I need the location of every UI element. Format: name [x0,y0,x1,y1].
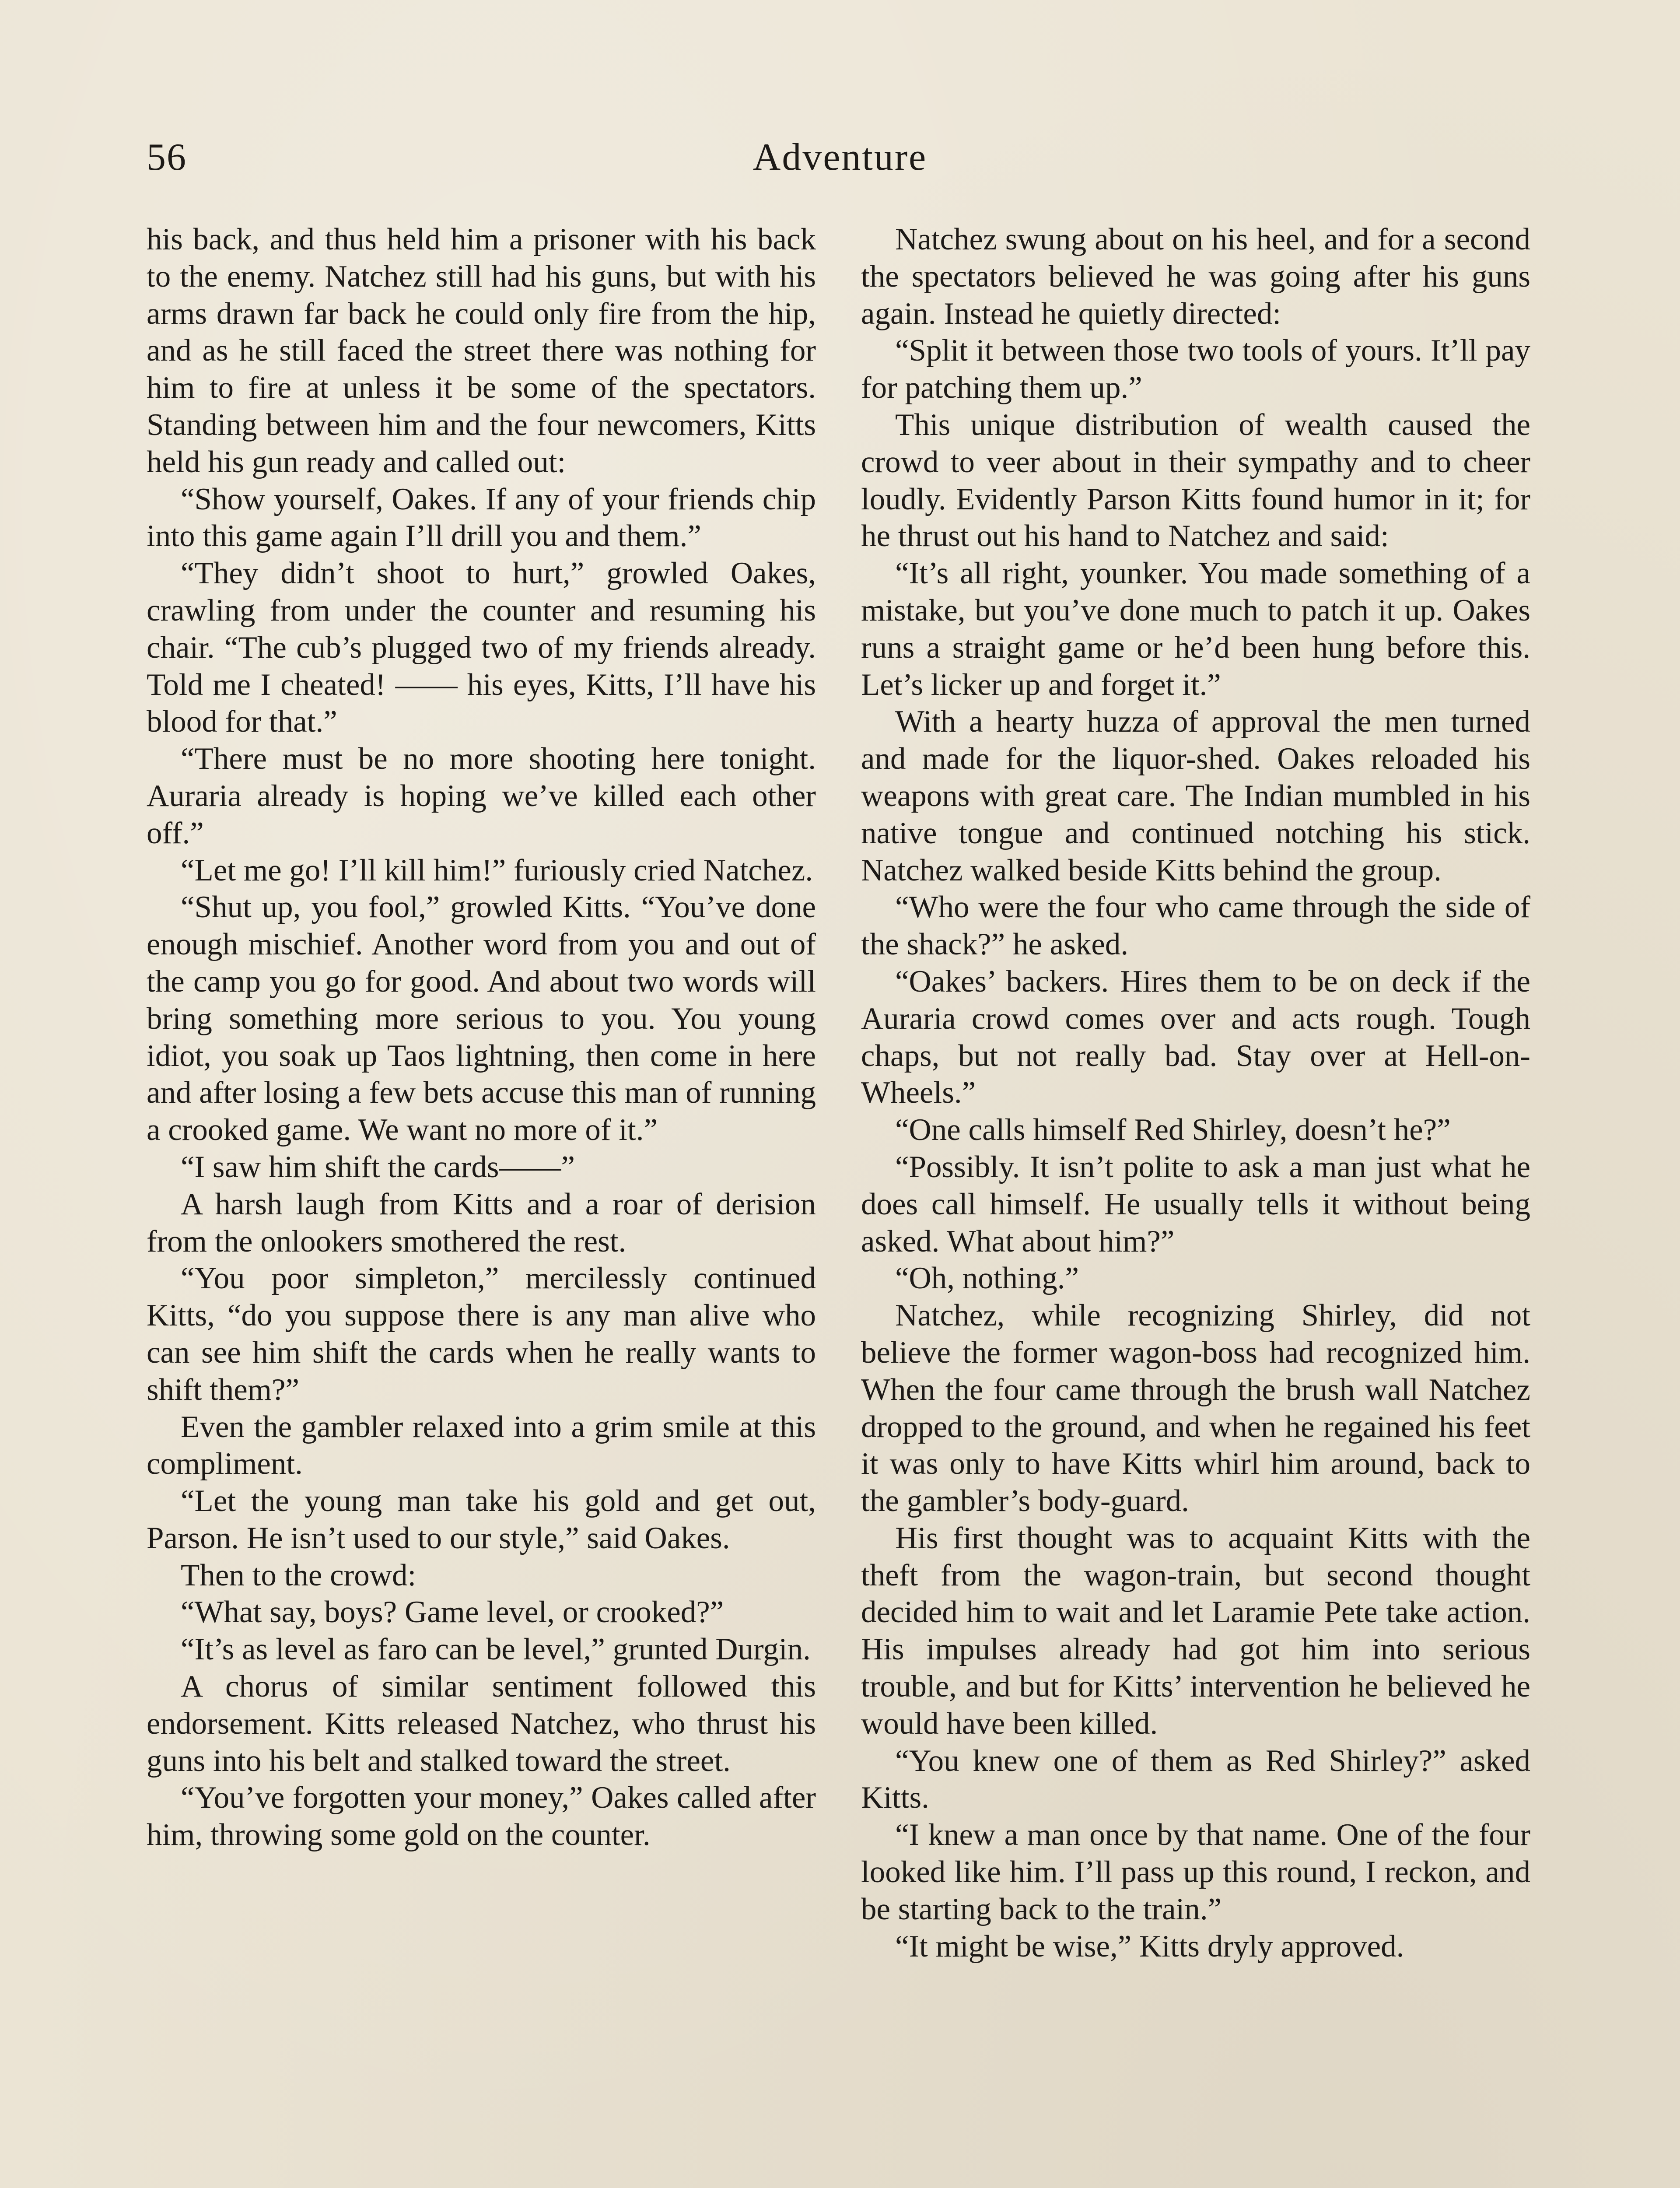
paragraph: “I knew a man once by that name. One of the four looked like him. I’ll pass up this round, I reckon, and be starting back to the train.” [861,1818,1530,1926]
paragraph: “You’ve forgotten your money,” Oakes called after him, throwing some gold on the counter. [147,1781,816,1852]
paragraph: “Oh, nothing.” [895,1261,1079,1296]
page-number: 56 [147,136,187,179]
paragraph: “What say, boys? Game level, or crooked?” [181,1595,724,1630]
paragraph: Then to the crowd: [181,1558,416,1592]
paragraph: “Let me go! I’ll kill him!” furiously cried Natchez. [181,853,813,887]
page-header [147,127,1533,188]
paragraph: This unique distribution of wealth caused the crowd to veer about in their sympathy and to cheer loudly. Evidently Parson Kitts found humor in it; for he thrust out his hand to Natchez and said: [861,407,1530,554]
paragraph: “It’s all right, younker. You made something of a mistake, but you’ve done much to patch it up. Oakes runs a straight game or he’d been hung before this. Let’s licker up and forget it.” [861,556,1530,702]
paragraph: With a hearty huzza of approval the men turned and made for the liquor-shed. Oakes reloaded his weapons with great care. The Indian mumbled in his native tongue and continued notching his stick. Natchez walked beside Kitts behind the group. [861,705,1530,887]
paragraph: Natchez, while recognizing Shirley, did not believe the former wagon-boss had recognized him. When the four came through the brush wall Natchez dropped to the ground, and when he regained his feet it was only to have Kitts whirl him around, back to the gambler’s body-guard. [861,1298,1530,1518]
paragraph: “Let the young man take his gold and get out, Parson. He isn’t used to our style,” said Oakes. [147,1484,816,1555]
paragraph: A harsh laugh from Kitts and a roar of derision from the onlookers smothered the rest. [147,1187,816,1259]
paragraph: “You poor simpleton,” mercilessly continued Kitts, “do you suppose there is any man alive who can see him shift the cards when he really wants to shift them?” [147,1261,816,1407]
paragraph: “Oakes’ backers. Hires them to be on deck if the Auraria crowd comes over and acts rough. Tough chaps, but not really bad. Stay over at Hell-on-Wheels.” [861,964,1530,1110]
paragraph: his back, and thus held him a prisoner with his back to the enemy. Natchez still had his guns, but with his arms drawn far back he could only fire from the hip, and as he still faced the street there was nothing for him to fire at unless it be some of the spectators. Standing between him and the four newcomers, Kitts held his gun ready and called out: [147,222,816,479]
running-head: Adventure [752,136,928,179]
paragraph: “One calls himself Red Shirley, doesn’t he?” [895,1113,1451,1147]
paragraph: “Possibly. It isn’t polite to ask a man just what he does call himself. He usually tells it without being asked. What about him?” [861,1150,1530,1259]
paragraph: “You knew one of them as Red Shirley?” asked Kitts. [861,1743,1530,1815]
paragraph: “There must be no more shooting here tonight. Auraria already is hoping we’ve killed each other off.” [147,742,816,850]
paragraph: “I saw him shift the cards——” [181,1150,575,1184]
paragraph: “Split it between those two tools of yours. It’ll pay for patching them up.” [861,333,1530,405]
right-column [861,221,1530,1965]
paragraph: “It’s as level as faro can be level,” grunted Durgin. [181,1632,811,1667]
paragraph: His first thought was to acquaint Kitts with the theft from the wagon-train, but second thought decided him to wait and let Laramie Pete take action. His impulses already had got him into serious trouble, and but for Kitts’ intervention he believed he would have been killed. [861,1521,1530,1741]
paragraph: “It might be wise,” Kitts dryly approved. [895,1929,1404,1964]
left-column [147,221,816,1854]
paragraph: “Who were the four who came through the side of the shack?” he asked. [861,890,1530,962]
paragraph: Even the gambler relaxed into a grim smile at this compliment. [147,1410,816,1481]
paragraph: Natchez swung about on his heel, and for a second the spectators believed he was going after his guns again. Instead he quietly directed: [861,222,1530,331]
paragraph: “Show yourself, Oakes. If any of your friends chip into this game again I’ll drill you and them.” [147,482,816,554]
paragraph: A chorus of similar sentiment followed this endorsement. Kitts released Natchez, who thrust his guns into his belt and stalked toward the street. [147,1669,816,1778]
paragraph: “Shut up, you fool,” growled Kitts. “You’ve done enough mischief. Another word from you and out of the camp you go for good. And about two words will bring something more serious to you. You young idiot, you soak up Taos lightning, then come in here and after losing a few bets accuse this man of running a crooked game. We want no more of it.” [147,890,816,1147]
paragraph: “They didn’t shoot to hurt,” growled Oakes, crawling from under the counter and resuming his chair. “The cub’s plugged two of my friends already. Told me I cheated! —— his eyes, Kitts, I’ll have his blood for that.” [147,556,816,739]
